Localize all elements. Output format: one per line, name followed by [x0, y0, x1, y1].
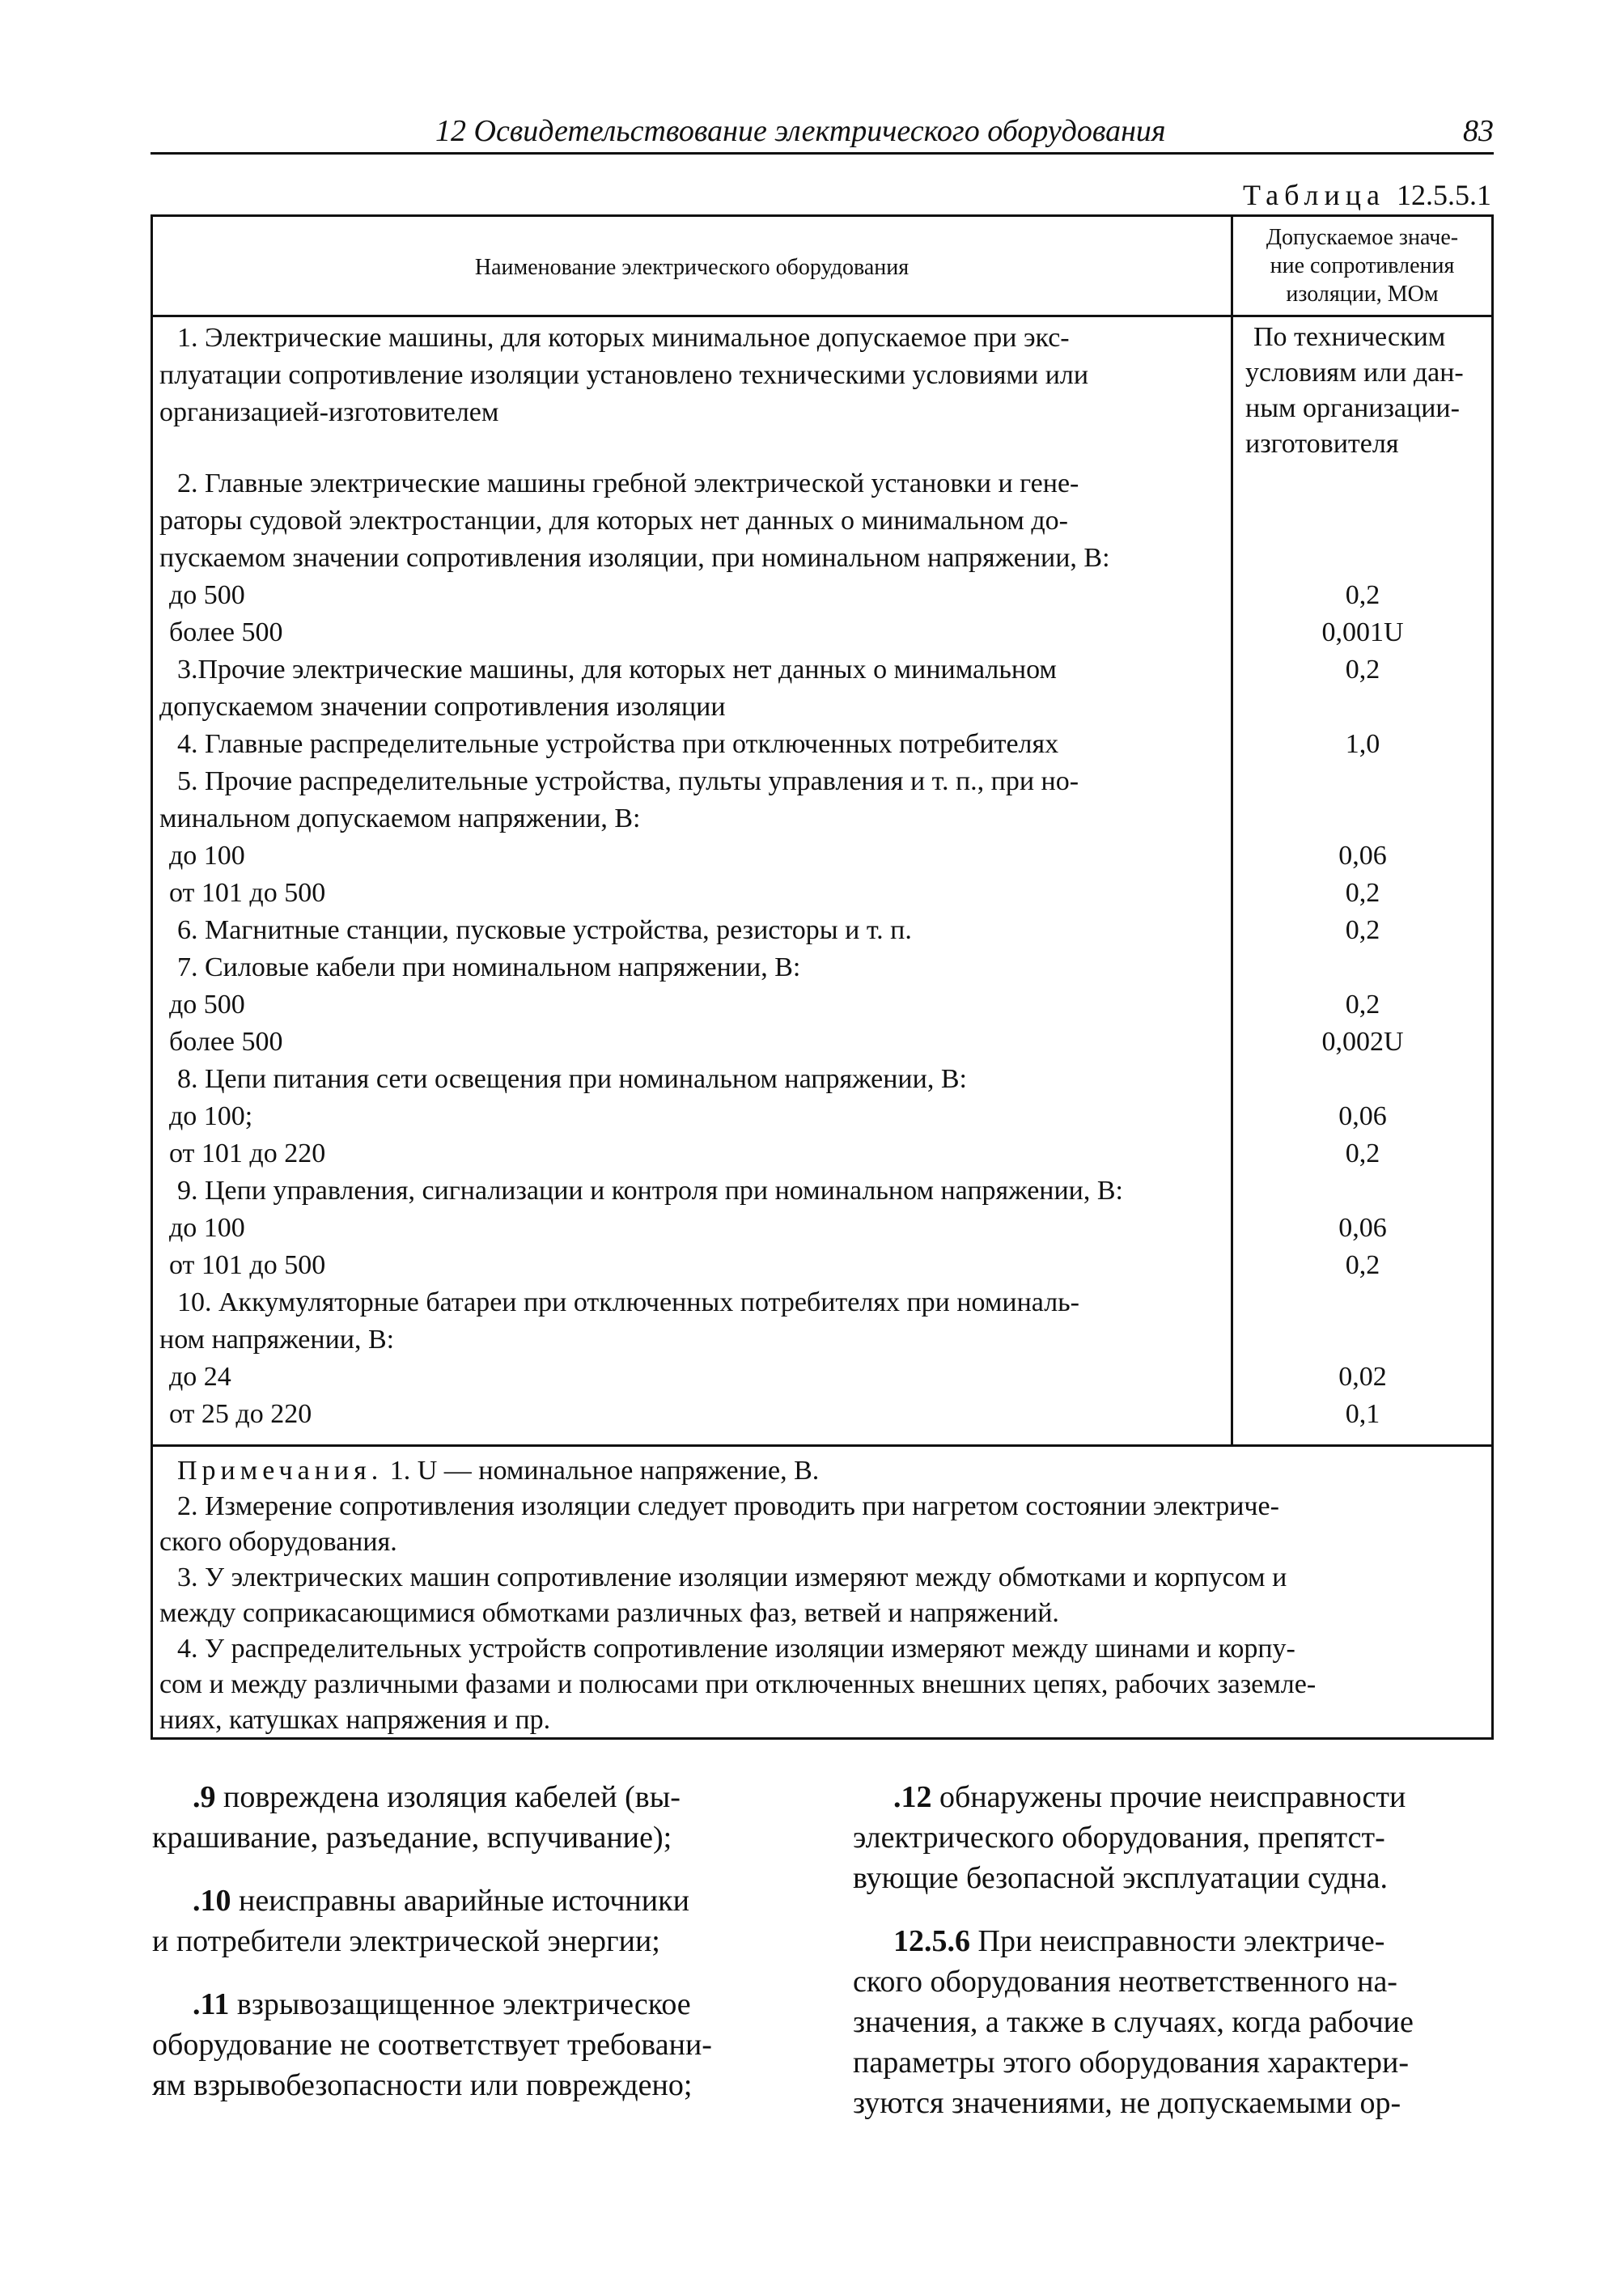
equipment-cell: до 500: [169, 580, 245, 610]
paragraph-line: параметры этого оборудования характери-: [853, 2046, 1410, 2080]
equipment-cell: [159, 912, 1226, 949]
paragraph-line: электрического оборудования, препятст-: [853, 1821, 1385, 1855]
list-item-12: [853, 1777, 1494, 1898]
paragraph-line: ям взрывобезопасности или повреждено;: [152, 2068, 693, 2102]
note-line: 4. У распределительных устройств сопротивление изоляции измеряют между шинами и корпу-: [177, 1634, 1295, 1664]
cell-line: 5. Прочие распределительные устройства, пульты управления и т. п., при но-: [177, 766, 1079, 796]
cell-line: раторы судовой электростанции, для которых нет данных о минимальном до-: [159, 506, 1068, 536]
paragraph-line: крашивание, разъедание, вспучивание);: [152, 1821, 672, 1855]
section-number: 12.5.6: [893, 1924, 970, 1958]
equipment-cell: [159, 763, 1226, 837]
paragraph-line: зуются значениями, не допускаемыми ор-: [853, 2086, 1401, 2120]
cell-line: 8. Цепи питания сети освещения при номинальном напряжении, В:: [177, 1064, 967, 1094]
equipment-cell: до 100;: [169, 1101, 253, 1131]
table-caption-number: 12.5.5.1: [1397, 179, 1491, 211]
paragraph-line: [152, 1881, 791, 1921]
equipment-cell: [159, 1172, 1226, 1210]
value-cell: 0,2: [1345, 655, 1380, 685]
equipment-cell: [159, 949, 1226, 986]
paragraph-text: взрывозащищенное электрическое: [236, 1987, 691, 2021]
table-caption-word: Таблица: [1243, 179, 1385, 211]
list-item-11: [152, 1984, 791, 2105]
paragraph-text: повреждена изоляция кабелей (вы-: [223, 1780, 681, 1814]
equipment-cell: [159, 465, 1226, 577]
cell-line: 1. Электрические машины, для которых минимальное допускаемое при экс-: [177, 323, 1070, 353]
equipment-cell: до 100: [169, 841, 245, 871]
note-line: 3. У электрических машин сопротивление изоляции измеряют между обмотками и корпусом и: [177, 1563, 1287, 1592]
paragraph-line: значения, а также в случаях, когда рабочие: [853, 2005, 1414, 2039]
value-cell: 0,2: [1345, 1139, 1380, 1168]
equipment-cell: более 500: [169, 1027, 283, 1057]
item-number: .12: [893, 1780, 932, 1814]
equipment-cell: от 101 до 220: [169, 1139, 326, 1168]
value-cell: 0,2: [1345, 915, 1380, 945]
note-line: ского оборудования.: [159, 1527, 397, 1557]
running-header: [151, 113, 1494, 155]
equipment-cell: до 24: [169, 1362, 231, 1392]
table-caption: [1243, 178, 1491, 212]
column-header-equipment: Наименование электрического оборудования: [474, 255, 910, 280]
value-cell: 0,2: [1345, 1250, 1380, 1280]
column-header-resistance: [1239, 223, 1486, 308]
body-column-right: [853, 1777, 1494, 2146]
cell-line: 9. Цепи управления, сигнализации и контроля при номинальном напряжении, В:: [177, 1176, 1123, 1206]
cell-line: 4. Главные распределительные устройства при отключенных потребителях: [177, 729, 1059, 759]
equipment-cell: до 500: [169, 990, 245, 1020]
equipment-cell: [159, 651, 1226, 726]
cell-line: ным организации-: [1245, 393, 1460, 423]
equipment-cell: от 25 до 220: [169, 1399, 312, 1429]
cell-line: ном напряжении, В:: [159, 1325, 395, 1355]
cell-line: 10. Аккумуляторные батареи при отключенных потребителях при номиналь-: [177, 1287, 1079, 1317]
cell-line: 2. Главные электрические машины гребной электрической установки и гене-: [177, 469, 1079, 498]
value-cell: 0,2: [1345, 878, 1380, 908]
equipment-cell: от 101 до 500: [169, 1250, 326, 1280]
section-12-5-6: [853, 1921, 1494, 2123]
note-1: 1. U — номинальное напряжение, В.: [389, 1456, 820, 1486]
cell-line: условиям или дан-: [1245, 358, 1464, 388]
paragraph-line: и потребители электрической энергии;: [152, 1924, 660, 1958]
notes-heading: Примечания.: [177, 1456, 384, 1486]
body-column-left: [152, 1777, 791, 2128]
cell-line: 6. Магнитные станции, пусковые устройства, резисторы и т. п.: [177, 915, 912, 945]
value-cell: 0,2: [1345, 990, 1380, 1020]
note-line: 2. Измерение сопротивления изоляции следует проводить при нагретом состоянии электриче-: [177, 1491, 1279, 1521]
value-cell: 0,06: [1338, 1213, 1387, 1243]
paragraph-line: [152, 1984, 791, 2025]
equipment-cell: до 100: [169, 1213, 245, 1243]
paragraph-text: При неисправности электриче-: [977, 1924, 1385, 1958]
equipment-cell: [159, 1061, 1226, 1098]
column-header-resistance-line: Допускаемое значе-: [1266, 225, 1459, 250]
paragraph-line: ского оборудования неответственного на-: [853, 1965, 1397, 1999]
cell-line: минальном допускаемом напряжении, В:: [159, 804, 641, 833]
value-cell: [1245, 320, 1503, 462]
column-header-resistance-line: ние сопротивления: [1270, 253, 1455, 278]
value-cell: 0,06: [1338, 841, 1387, 871]
cell-line: 3.Прочие электрические машины, для которых нет данных о минимальном: [177, 655, 1057, 685]
paragraph-line: вующие безопасной эксплуатации судна.: [853, 1861, 1389, 1895]
note-line: между соприкасающимися обмотками различных фаз, ветвей и напряжений.: [159, 1598, 1059, 1628]
value-cell: 1,0: [1345, 729, 1380, 759]
paragraph-text: обнаружены прочие неисправности: [939, 1780, 1406, 1814]
insulation-resistance-table: [151, 214, 1494, 1740]
table-notes: [159, 1453, 1486, 1738]
header-divider: [153, 315, 1491, 317]
paragraph-line: [152, 1777, 791, 1817]
value-cell: 0,2: [1345, 580, 1380, 610]
note-line: ниях, катушках напряжения и пр.: [159, 1705, 551, 1735]
paragraph-text: неисправны аварийные источники: [239, 1884, 689, 1918]
chapter-title: 12 Освидетельствование электрического оборудования: [435, 114, 1166, 148]
value-cell: 0,1: [1345, 1399, 1380, 1429]
cell-line: изготовителя: [1245, 429, 1399, 459]
cell-line: пускаемом значении сопротивления изоляции, при номинальном напряжении, В:: [159, 543, 1110, 573]
column-header-resistance-line: изоляции, МОм: [1286, 282, 1439, 307]
paragraph-line: [853, 1921, 1494, 1961]
equipment-cell: от 101 до 500: [169, 878, 326, 908]
value-cell: 0,002U: [1321, 1027, 1404, 1057]
cell-line: плуатации сопротивление изоляции установлено техническими условиями или: [159, 360, 1089, 390]
item-number: .10: [193, 1884, 231, 1918]
note-line: сом и между различными фазами и полюсами при отключенных внешних цепях, рабочих заземле-: [159, 1669, 1317, 1699]
page-number: 83: [1463, 114, 1494, 148]
equipment-cell: [159, 726, 1226, 763]
list-item-9: [152, 1777, 791, 1858]
equipment-cell: [159, 320, 1226, 431]
cell-line: организацией-изготовителем: [159, 397, 499, 427]
value-cell: 0,06: [1338, 1101, 1387, 1131]
value-cell: 0,02: [1338, 1362, 1387, 1392]
value-cell: 0,001U: [1321, 617, 1404, 647]
cell-line: допускаемом значении сопротивления изоляции: [159, 692, 726, 722]
paragraph-line: [853, 1777, 1494, 1817]
notes-divider: [153, 1444, 1491, 1447]
item-number: .11: [193, 1987, 230, 2021]
equipment-cell: [159, 1284, 1226, 1359]
list-item-10: [152, 1881, 791, 1961]
cell-line: 7. Силовые кабели при номинальном напряжении, В:: [177, 952, 801, 982]
paragraph-line: оборудование не соответствует требовани-: [152, 2028, 712, 2062]
cell-line: По техническим: [1253, 322, 1446, 352]
equipment-cell: более 500: [169, 617, 283, 647]
item-number: .9: [193, 1780, 216, 1814]
note-line: [159, 1453, 1486, 1489]
